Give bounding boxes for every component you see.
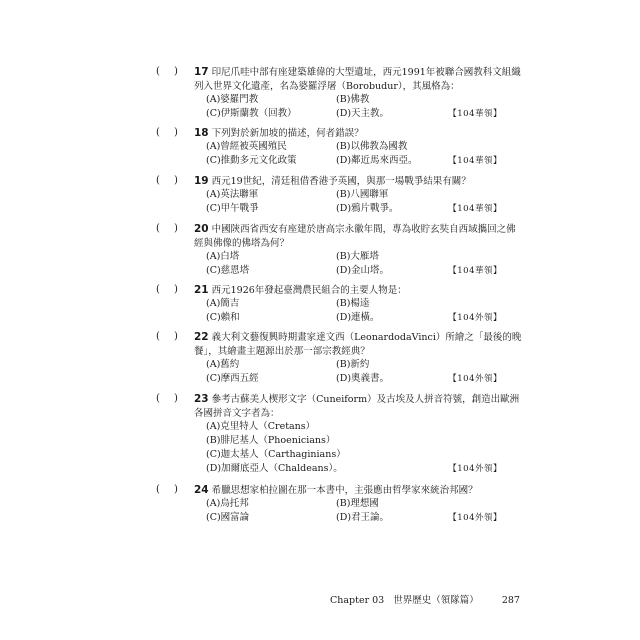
question-stem [194, 222, 516, 251]
option-c[interactable]: (C)伊斯蘭教（回教） [206, 108, 297, 119]
source-tag: 【104華領】 [448, 156, 502, 166]
option-b[interactable]: (B)新約 [336, 359, 370, 370]
option-b[interactable]: (B)腓尼基人（Phoenicians） [206, 435, 336, 446]
question-number: 17 [194, 66, 209, 78]
option-d[interactable]: (D)鴉片戰爭。 [336, 203, 399, 214]
question-stem [194, 330, 522, 359]
stem-line: 下列對於新加坡的描述，何者錯誤？ [211, 128, 364, 139]
option-d[interactable]: (D)天主教。 [336, 108, 390, 119]
stem-line: 經與佛像的佛塔為何？ [194, 238, 290, 249]
question-number: 21 [194, 284, 209, 296]
stem-line: 西元1926年發起臺灣農民組合的主要人物是： [211, 285, 407, 296]
page-number: 287 [501, 595, 520, 606]
question-number: 19 [194, 175, 209, 187]
option-c[interactable]: (C)甲午戰爭 [206, 203, 259, 214]
question-number: 23 [194, 393, 209, 405]
section-title: 世界歷史（領隊篇） [393, 595, 479, 606]
option-b[interactable]: (B)大雁塔 [336, 251, 379, 262]
option-c[interactable]: (C)摩西五經 [206, 373, 259, 384]
option-a[interactable]: (A)英法聯軍 [206, 189, 259, 200]
option-b[interactable]: (B)楊逵 [336, 298, 370, 309]
option-c[interactable]: (C)迦太基人（Carthaginians） [206, 449, 346, 460]
option-c[interactable]: (C)國富論 [206, 512, 250, 523]
stem-line: 中國陝西省西安有座建於唐高宗永徽年間，專為收貯玄奘自西域攜回之佛 [211, 224, 516, 235]
source-tag: 【104外領】 [448, 464, 502, 474]
stem-line: 參考古蘇美人楔形文字（Cuneiform）及古埃及人拼音符號，創造出歐洲 [211, 394, 520, 405]
stem-line: 餐」，其繪畫主題源出於那一部宗教經典？ [194, 346, 370, 357]
option-d[interactable]: (D)君王論。 [336, 512, 390, 523]
option-d[interactable]: (D)加爾底亞人（Chaldeans）。 [206, 463, 343, 474]
option-a[interactable]: (A)克里特人（Cretans） [206, 421, 316, 432]
source-tag: 【104華領】 [448, 266, 502, 276]
question-number: 18 [194, 127, 209, 139]
question-stem [194, 392, 520, 421]
option-d[interactable]: (D)鄰近馬來西亞。 [336, 155, 418, 166]
option-d[interactable]: (D)金山塔。 [336, 265, 390, 276]
question-stem [194, 126, 494, 141]
source-tag: 【104華領】 [448, 109, 502, 119]
option-c[interactable]: (C)推動多元文化政策 [206, 155, 297, 166]
option-a[interactable]: (A)白塔 [206, 251, 240, 262]
exam-page: ( ) 17 印尼爪哇中部有座建築雄偉的大型遺址，西元1991年被聯合國教科文組織 列入世界文化遺產，名為婆羅浮屠（Borobudur），其風格為： (A)婆羅門教 (B)佛教 (C)伊斯蘭教（回教） (D)天主教。 【104華領】 ( ) 18 下列對於新加坡的描述，何者錯誤？ (A)曾經被英國殖民 (B)以佛教為國教 (C)推動多元文化政策 (D)鄰近馬來西亞。 【104華領】 ( ) 19 西元19世紀，清廷租借香港予英國，與那一場戰爭結果有關？ (A)英法聯軍 (B)八國聯軍 (C)甲午戰爭 (D)鴉片戰爭。 【104華領】 ( ) 20 中國陝西省西安有座建於唐高宗永徽年間，專為收貯玄奘自西域攜回之佛 經與佛像的佛塔為何？ (A)白塔 (B)大雁塔 (C)慈恩塔 (D)金山塔。 【104華領】 ( ) 21 西元1926年發起臺灣農民組合的主要人物是： (A)簡吉 (B)楊逵 (C)賴和 (D)連橫。 【104外領】 ( ) 22 義大利文藝復興時期畫家達文西（LeonardodaVinci）所繪之「最後的晚 餐」，其繪畫主題源出於那一部宗教經典？ (A)舊約 (B)新約 (C)摩西五經 (D)奧義書。 【104外領】 ( ) 23 參考古蘇美人楔形文字（Cuneiform）及古埃及人拼音符號，創造出歐洲 各國拼音文字者為： (A)克里特人（Cretans） (B)腓尼基人（Phoenicians） (C)迦太基人（Carthaginians） (D)加爾底亞人（Chaldeans）。 【104外領】 ( ) 24 希臘思想家柏拉圖在那一本書中，主張應由哲學家來統治邦國？ (A)烏托邦 (B)理想國 (C)國富論 (D)君王論。 【104外領】 Chapter 03 世界歷史（領隊篇） 287 [0, 0, 640, 640]
question-stem [194, 65, 521, 94]
question-stem [194, 283, 494, 298]
option-b[interactable]: (B)理想國 [336, 498, 379, 509]
question-number: 24 [194, 484, 209, 496]
source-tag: 【104外領】 [448, 513, 502, 523]
question-number: 22 [194, 331, 209, 343]
stem-line: 印尼爪哇中部有座建築雄偉的大型遺址，西元1991年被聯合國教科文組織 [211, 67, 521, 78]
option-a[interactable]: (A)簡吉 [206, 298, 240, 309]
question-stem [194, 483, 494, 498]
stem-line: 各國拼音文字者為： [194, 408, 280, 419]
page-footer [330, 592, 526, 606]
stem-line: 希臘思想家柏拉圖在那一本書中，主張應由哲學家來統治邦國？ [211, 485, 478, 496]
option-a[interactable]: (A)舊約 [206, 359, 240, 370]
option-c[interactable]: (C)賴和 [206, 312, 240, 323]
option-d[interactable]: (D)奧義書。 [336, 373, 390, 384]
chapter-label: Chapter 03 [330, 595, 385, 606]
option-b[interactable]: (B)八國聯軍 [336, 189, 389, 200]
option-c[interactable]: (C)慈恩塔 [206, 265, 250, 276]
question-stem [194, 174, 494, 189]
stem-line: 西元19世紀，清廷租借香港予英國，與那一場戰爭結果有關？ [211, 176, 471, 187]
source-tag: 【104華領】 [448, 204, 502, 214]
question-number: 20 [194, 223, 209, 235]
source-tag: 【104外領】 [448, 313, 502, 323]
option-b[interactable]: (B)以佛教為國教 [336, 141, 408, 152]
option-a[interactable]: (A)烏托邦 [206, 498, 249, 509]
stem-line: 列入世界文化遺產，名為婆羅浮屠（Borobudur），其風格為： [194, 81, 460, 92]
option-b[interactable]: (B)佛教 [336, 94, 370, 105]
stem-line: 義大利文藝復興時期畫家達文西（LeonardodaVinci）所繪之「最後的晚 [211, 332, 522, 343]
option-a[interactable]: (A)曾經被英國殖民 [206, 141, 287, 152]
source-tag: 【104外領】 [448, 374, 502, 384]
option-a[interactable]: (A)婆羅門教 [206, 94, 259, 105]
option-d[interactable]: (D)連橫。 [336, 312, 380, 323]
